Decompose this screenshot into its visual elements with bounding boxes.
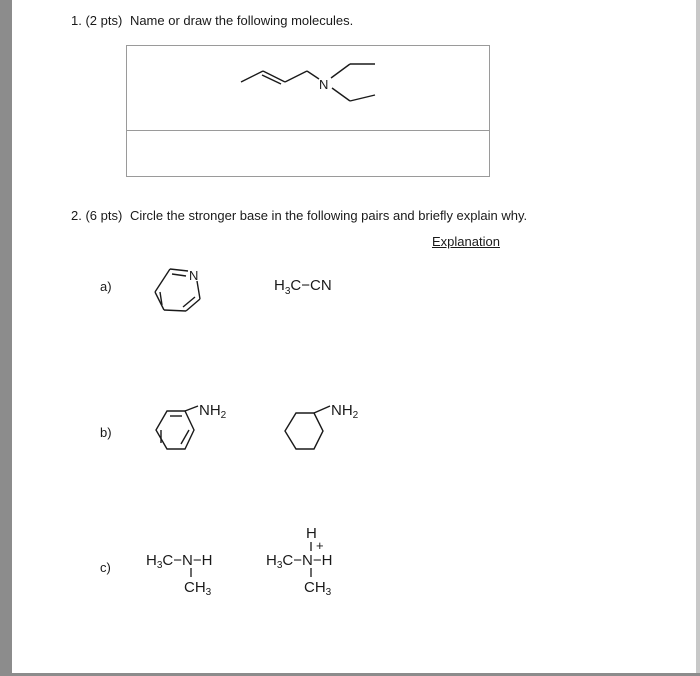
pyridine-structure <box>150 263 210 319</box>
pair-a-label: a) <box>100 279 112 294</box>
question-1-heading <box>71 13 353 28</box>
viewer-left-edge <box>0 0 12 676</box>
allyl-diethylamine-structure <box>235 55 385 115</box>
aniline-structure <box>148 403 248 459</box>
aniline-amine-label: $NH_2$ <box>199 402 227 421</box>
cyclohexylamine-structure <box>278 403 378 459</box>
question-1-points: (2 pts) <box>85 13 123 28</box>
explanation-header: Explanation <box>432 234 500 249</box>
question-2-heading <box>71 208 527 223</box>
dimethylamine-top-row: $H_3C-N-H$ <box>146 552 213 571</box>
ammonium-top-row: $H_3C-N-H$ <box>266 552 333 571</box>
question-2-prompt: Circle the stronger base in the following pairs and briefly explain why. <box>129 208 528 223</box>
ammonium-charge: + <box>316 538 324 553</box>
viewer-right-edge <box>696 0 700 676</box>
dimethylamine-structure <box>140 520 240 600</box>
dimethylamine-methyl: $CH_3$ <box>184 579 212 598</box>
question-1-prompt: Name or draw the following molecules. <box>129 13 354 28</box>
pair-b-label: b) <box>100 425 112 440</box>
acetonitrile-formula: $H_3C-CN$ <box>274 277 332 297</box>
nitrogen-atom-label: N <box>319 77 329 92</box>
question-2-points: (6 pts) <box>85 208 123 223</box>
ammonium-methyl: $CH_3$ <box>304 579 332 598</box>
pyridine-nitrogen-label: N <box>189 268 199 283</box>
cyclohexylamine-amine-label: $NH_2$ <box>331 402 359 421</box>
dimethylammonium-structure <box>262 520 362 600</box>
question-1-number: 1. <box>71 13 82 28</box>
ammonium-hydrogen: H <box>306 525 317 542</box>
pair-c-label: c) <box>100 560 111 575</box>
question-2-number: 2. <box>71 208 82 223</box>
answer-box-name[interactable] <box>126 130 490 177</box>
